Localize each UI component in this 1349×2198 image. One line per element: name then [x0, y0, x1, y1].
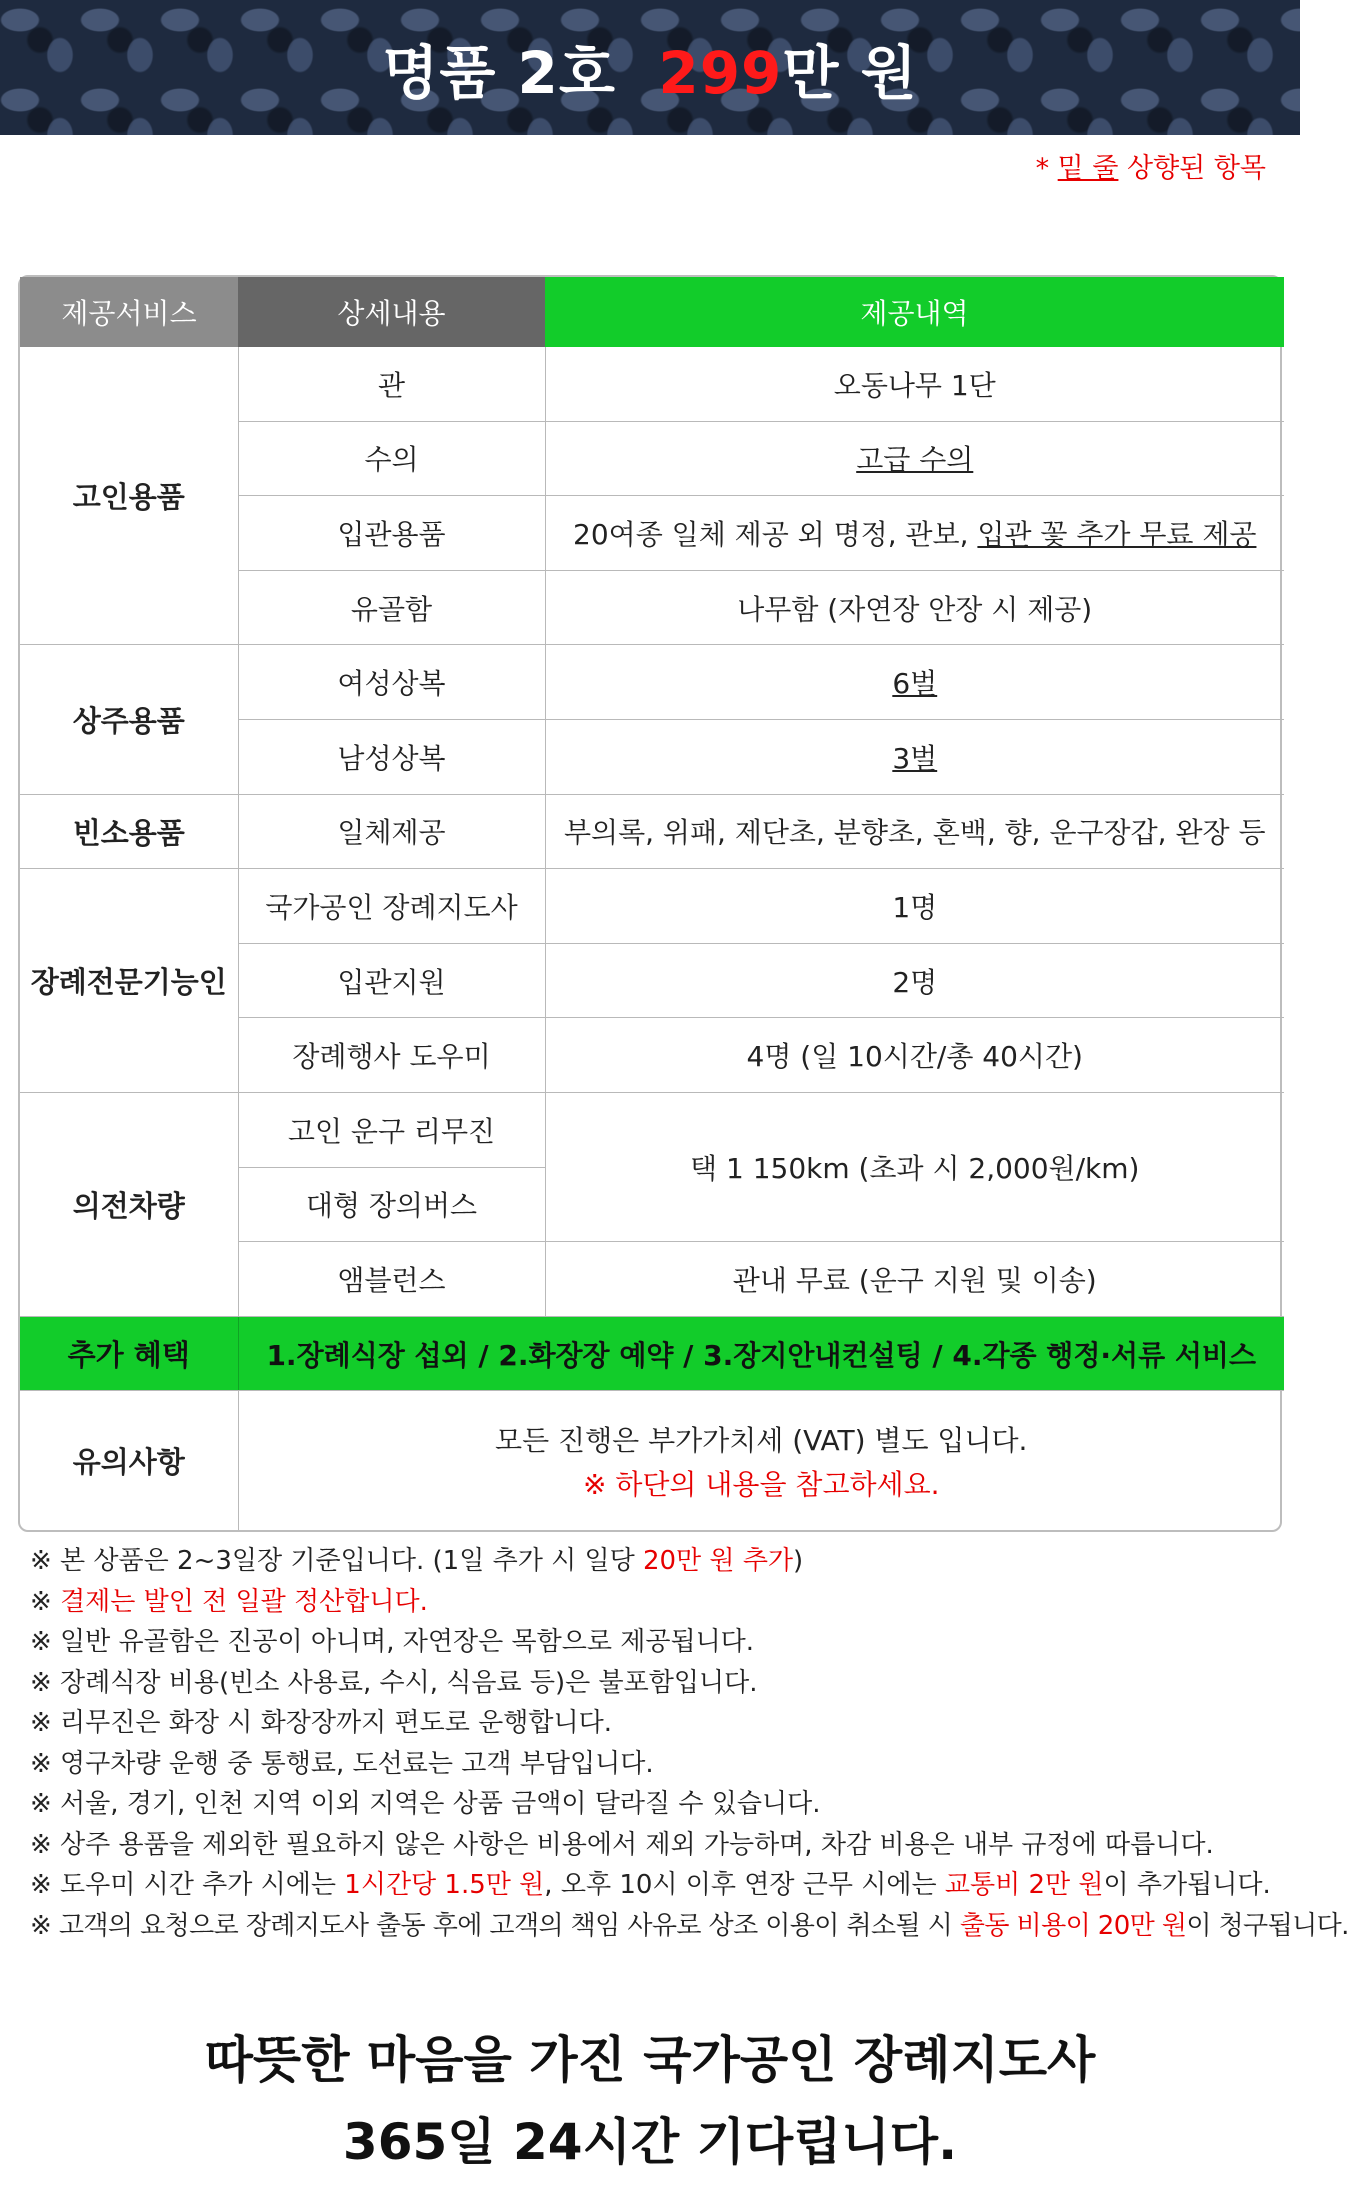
- upgrade-legend-note: * 밑 줄 상향된 항목: [1035, 153, 1266, 184]
- table-row: [20, 1092, 1284, 1167]
- category-caution: 유의사항: [20, 1391, 238, 1530]
- note-item: ※ 본 상품은 2~3일장 기준입니다. (1일 추가 시 일당 20만 원 추가): [30, 1546, 804, 1576]
- value-cell: 관내 무료 (운구 지원 및 이송): [545, 1242, 1284, 1317]
- detail-cell: 수의: [238, 421, 545, 496]
- table-row: [20, 645, 1284, 720]
- detail-cell: 입관용품: [238, 496, 545, 571]
- note-item: ※ 고객의 요청으로 장례지도사 출동 후에 고객의 책임 사유로 상조 이용이 취소될 시 출동 비용이 20만 원이 청구됩니다.: [30, 1910, 1349, 1941]
- product-title: [382, 26, 917, 110]
- value-cell: 부의록, 위패, 제단초, 분향초, 혼백, 향, 운구장갑, 완장 등: [545, 794, 1284, 869]
- caution-line2: ※ 하단의 내용을 참고하세요.: [582, 1467, 940, 1501]
- note-item: ※ 서울, 경기, 인천 지역 이외 지역은 상품 금액이 달라질 수 있습니다.: [30, 1789, 821, 1819]
- detail-cell: 유골함: [238, 570, 545, 645]
- header-service: 제공서비스: [20, 277, 238, 347]
- detail-cell: 입관지원: [238, 943, 545, 1018]
- value-cell: 오동나무 1단: [545, 347, 1284, 422]
- note-item: ※ 장례식장 비용(빈소 사용료, 수시, 식음료 등)은 불포함입니다.: [30, 1667, 758, 1698]
- table-row: [20, 347, 1284, 422]
- note-item: ※ 상주 용품을 제외한 필요하지 않은 사항은 비용에서 제외 가능하며, 차감 비용은 내부 규정에 따릅니다.: [30, 1829, 1214, 1860]
- detail-cell: 고인 운구 리무진: [238, 1092, 545, 1167]
- header-provision: 제공내역: [545, 277, 1284, 347]
- benefit-row: [20, 1316, 1284, 1391]
- product-name: 명품 2호: [382, 38, 616, 107]
- detail-cell: 남성상복: [238, 720, 545, 795]
- value-cell: 나무함 (자연장 안장 시 제공): [545, 570, 1284, 645]
- footer-line2: 365일 24시간 기다립니다.: [342, 2113, 958, 2171]
- product-price: 299: [658, 38, 783, 107]
- value-cell: 3벌: [545, 720, 1284, 795]
- value-cell: 6벌: [545, 645, 1284, 720]
- value-cell: 2명: [545, 943, 1284, 1018]
- detail-cell: 여성상복: [238, 645, 545, 720]
- detail-cell: 장례행사 도우미: [238, 1018, 545, 1093]
- detail-cell: 일체제공: [238, 794, 545, 869]
- caution-line1: 모든 진행은 부가가치세 (VAT) 별도 입니다.: [495, 1423, 1028, 1457]
- value-cell: 4명 (일 10시간/총 40시간): [545, 1018, 1284, 1093]
- note-item: ※ 도우미 시간 추가 시에는 1시간당 1.5만 원, 오후 10시 이후 연장 근무 시에는 교통비 2만 원이 추가됩니다.: [30, 1870, 1271, 1900]
- category-sangju: 상주용품: [20, 645, 238, 794]
- benefit-value: 1.장례식장 섭외 / 2.화장장 예약 / 3.장지안내컨설팅 / 4.각종 행정·서류 서비스: [238, 1316, 1284, 1391]
- header-detail: 상세내용: [238, 277, 545, 347]
- caution-row: [20, 1391, 1284, 1530]
- category-expert: 장례전문기능인: [20, 869, 238, 1093]
- note-item: ※ 영구차량 운행 중 통행료, 도선료는 고객 부담입니다.: [30, 1748, 654, 1779]
- title-banner: [0, 0, 1300, 135]
- table-row: [20, 794, 1284, 869]
- value-cell-merged: 택 1 150km (초과 시 2,000원/km): [545, 1092, 1284, 1241]
- notes-list: [30, 1541, 1349, 1946]
- category-benefit: 추가 혜택: [20, 1316, 238, 1391]
- detail-cell: 국가공인 장례지도사: [238, 869, 545, 944]
- note-item: ※ 결제는 발인 전 일괄 정산합니다.: [30, 1586, 428, 1617]
- category-binso: 빈소용품: [20, 794, 238, 869]
- value-cell: 20여종 일체 제공 외 명정, 관보, 입관 꽃 추가 무료 제공: [545, 496, 1284, 571]
- table-header-row: [20, 277, 1284, 347]
- detail-cell: 관: [238, 347, 545, 422]
- caution-value: [238, 1391, 1284, 1530]
- table-row: [20, 869, 1284, 944]
- category-vehicle: 의전차량: [20, 1092, 238, 1316]
- service-table: [18, 275, 1282, 1532]
- price-unit: 만 원: [782, 38, 918, 107]
- value-cell: 1명: [545, 869, 1284, 944]
- detail-cell: 앰블런스: [238, 1242, 545, 1317]
- note-item: ※ 리무진은 화장 시 화장장까지 편도로 운행합니다.: [30, 1708, 612, 1738]
- footer-line1: 따뜻한 마음을 가진 국가공인 장례지도사: [204, 2031, 1096, 2089]
- value-cell: 고급 수의: [545, 421, 1284, 496]
- category-goin: 고인용품: [20, 347, 238, 645]
- note-item: ※ 일반 유골함은 진공이 아니며, 자연장은 목함으로 제공됩니다.: [30, 1627, 755, 1657]
- detail-cell: 대형 장의버스: [238, 1167, 545, 1242]
